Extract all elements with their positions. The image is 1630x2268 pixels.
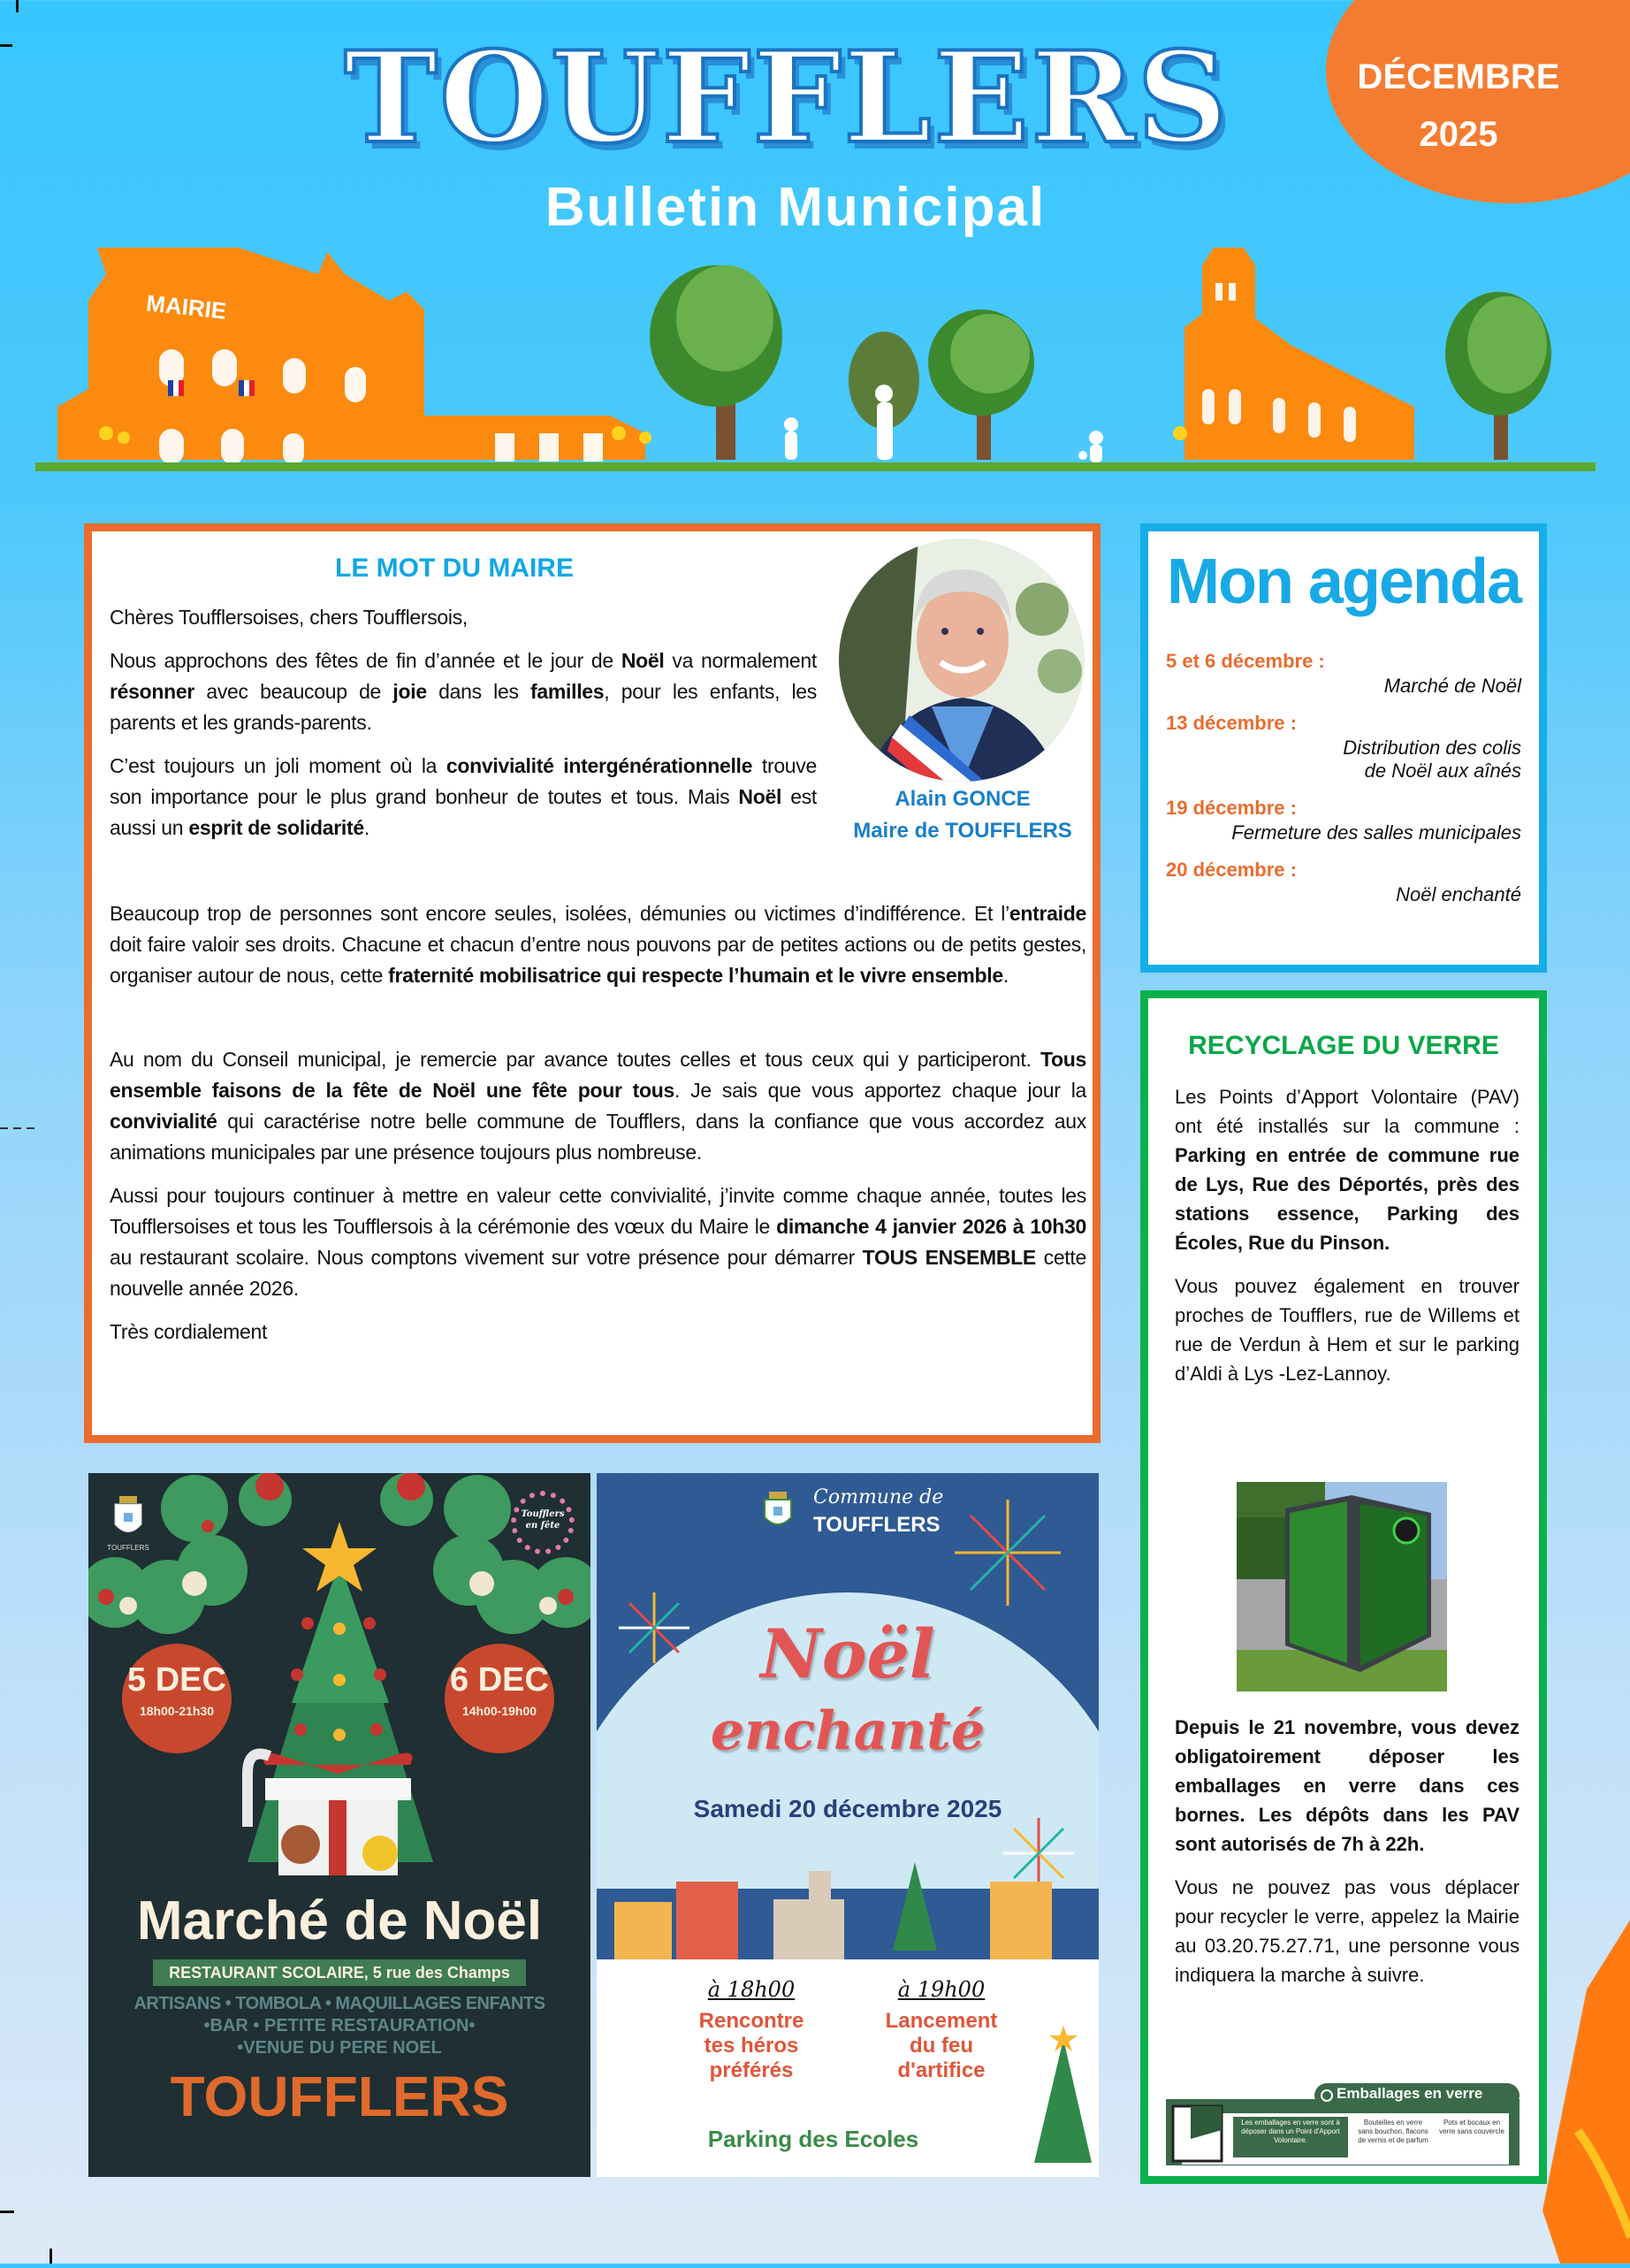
event-place: Parking des Ecoles [707, 2126, 919, 2152]
agenda-item [1166, 857, 1521, 906]
emphasis-text: TOUS ENSEMBLE [862, 1246, 1036, 1269]
event-1-line: préférés [709, 2058, 794, 2082]
christmas-market-poster [88, 1473, 590, 2177]
body-text: Au nom du Conseil municipal, je remercie par avance toutes celles et tous ceux qui y participeront. [110, 1048, 1040, 1071]
section-title: LE MOT DU MAIRE [335, 554, 574, 583]
mayor-intro-column [110, 602, 817, 844]
glass-packaging-sign [1155, 2081, 1531, 2170]
agenda-event: Distribution des colis [1343, 737, 1521, 759]
market-day-1: 5 DEC [127, 1661, 226, 1699]
event-1-time: à 18h00 [707, 1977, 796, 2002]
event-1-line: Rencontre [698, 2009, 804, 2033]
mayor-paragraph-2 [110, 751, 817, 844]
recycling-paragraph-1 [1175, 1082, 1520, 1257]
sign-bottles-text: Bouteilles en verre sans bouchon, flacons de vernis et de parfum [1358, 2119, 1428, 2144]
crop-mark [0, 2211, 14, 2213]
crop-mark [50, 2249, 52, 2264]
newsletter-title: TOUFFLERS [344, 25, 1230, 172]
recycling-bottom-column [1175, 1713, 1520, 1989]
mayor-greeting: Chères Toufflersoises, chers Toufflersois, [110, 606, 468, 629]
noel-title-line-2: enchanté [710, 1700, 986, 1762]
mayor-paragraph-5 [110, 1180, 1086, 1304]
emphasis-text: convivialité intergénérationnelle [446, 754, 753, 777]
mayor-word-section [84, 523, 1101, 1443]
body-text: cette nouvelle année 2026. [110, 1246, 1086, 1300]
issue-date-badge [1326, 0, 1630, 203]
emphasis-text: Noël [738, 785, 782, 808]
body-text: trouve son importance pour le plus grand bonheur de toutes et tous. Mais [110, 754, 817, 808]
recycling-top-column [1175, 1082, 1520, 1388]
mayor-closing: Très cordialement [110, 1320, 268, 1343]
crop-mark [0, 1127, 35, 1129]
sign-title: Emballages en verre [1337, 2085, 1483, 2102]
emphasis-text: Parking en entrée de commune rue de Lys, Rue des Déportés, près des stations essence, Parking des Écoles, Rue du Pinson. [1175, 1144, 1520, 1254]
body-text: qui caractérise notre belle commune de Toufflers, dans la confiance que vous accordez aux animations municipales par une présence toujours plus nombreuse. [110, 1110, 1086, 1164]
market-title: Marché de Noël [136, 1890, 543, 1951]
grass-line [35, 462, 1596, 471]
glass-container-photo [1237, 1482, 1447, 1691]
body-text: C’est toujours un joli moment où la [110, 754, 446, 777]
event-2-line: Lancement [885, 2009, 998, 2033]
section-title: RECYCLAGE DU VERRE [1188, 1031, 1499, 1060]
agenda-date: 20 décembre : [1166, 859, 1297, 881]
agenda-item [1166, 710, 1521, 783]
issue-month: DÉCEMBRE [1357, 57, 1560, 96]
emphasis-text: convivialité [110, 1110, 217, 1133]
mairie-sign-text: MAIRIE [145, 289, 228, 325]
emphasis-text: fraternité mobilisatrice qui respecte l’humain et le vivre ensemble [388, 964, 1003, 987]
market-activities: •BAR • PETITE RESTAURATION• [203, 2016, 476, 2035]
event-1-description [672, 2009, 831, 2083]
recycling-paragraph-4: Vous ne pouvez pas vous déplacer pour recycler le verre, appelez la Mairie au 03.20.75.27.71, une personne vous indiquera la marche à suivre. [1175, 1876, 1520, 1986]
emphasis-text: familles [530, 680, 605, 703]
emphasis-text: dimanche 4 janvier 2026 à 10h30 [776, 1215, 1086, 1238]
market-text-block [88, 1889, 590, 2130]
emphasis-text: entraide [1009, 902, 1086, 925]
trees-illustration [650, 265, 1551, 460]
crop-mark [0, 44, 12, 47]
market-activities: •VENUE DU PERE NOEL [237, 2038, 442, 2058]
commune-label: Commune de [813, 1486, 944, 1508]
paragraph-spacer [110, 1004, 1086, 1032]
agenda-event: Marché de Noël [1383, 675, 1521, 697]
event-2-description [862, 2009, 1021, 2083]
body-text: . [1002, 964, 1009, 987]
body-text: avec beaucoup de [194, 680, 393, 703]
emphasis-text: Noël [621, 649, 665, 672]
market-activities: ARTISANS • TOMBOLA • MAQUILLAGES ENFANTS [133, 1994, 545, 2013]
body-text: au restaurant scolaire. Nous comptons vivement sur votre présence pour démarrer [110, 1246, 863, 1269]
agenda-section [1140, 523, 1547, 973]
body-text: Beaucoup trop de personnes sont encore seules, isolées, démunies ou victimes d’indifférence. Et l’ [110, 902, 1009, 925]
emphasis-text: Tous ensemble faisons de la fête de Noël une fête pour tous [110, 1048, 1086, 1102]
agenda-date: 13 décembre : [1166, 712, 1297, 734]
newsletter-subtitle: Bulletin Municipal [545, 177, 1047, 238]
glass-recycling-section [1140, 990, 1547, 2184]
crop-mark [16, 0, 19, 12]
sign-box-text: Les emballages en verre sont à déposer dans un Point d'Apport Volontaire. [1241, 2119, 1340, 2144]
header-banner-illustration [35, 248, 1596, 504]
emphasis-text: esprit de solidarité [188, 816, 364, 839]
agenda-item [1166, 795, 1521, 844]
mayor-portrait [839, 538, 1085, 782]
market-town: TOUFFLERS [170, 2065, 509, 2128]
emphasis-text: résonner [110, 680, 195, 703]
mayor-paragraph-4 [110, 1044, 1086, 1168]
mairie-building-illustration [57, 248, 645, 465]
agenda-date: 5 et 6 décembre : [1166, 650, 1325, 672]
market-day-2-time: 14h00-19h00 [461, 1704, 537, 1718]
mayor-paragraph-1 [110, 645, 817, 738]
event-2-time: à 19h00 [897, 1977, 986, 2002]
agenda-event: Noël enchanté [1396, 883, 1521, 905]
mayor-body-column [110, 898, 1086, 1348]
commune-name: TOUFFLERS [813, 1513, 941, 1537]
event-2-line: du feu [910, 2034, 973, 2058]
logo-caption: TOUFFLERS [107, 1544, 149, 1552]
agenda-title: Mon agenda [1166, 546, 1520, 617]
body-text: va normalement [664, 649, 817, 672]
agenda-event: Fermeture des salles municipales [1231, 821, 1521, 844]
mayor-signature [826, 783, 1100, 847]
body-text: . Je sais que vous apportez chaque jour la [674, 1079, 1087, 1102]
agenda-date: 19 décembre : [1166, 797, 1297, 819]
agenda-event-line2: de Noël aux aînés [1364, 760, 1521, 782]
noel-date: Samedi 20 décembre 2025 [693, 1795, 1002, 1822]
recycling-paragraph-2: Vous pouvez également en trouver proches de Toufflers, rue de Willems et rue de Verdun à Hem et sur le parking d’Aldi à Lys -Lez-Lannoy. [1175, 1275, 1520, 1385]
emphasis-text: joie [392, 680, 427, 703]
market-location: RESTAURANT SCOLAIRE, 5 rue des Champs [153, 1959, 526, 1986]
agenda-list [1166, 648, 1521, 919]
event-2-line: d'artifice [897, 2058, 986, 2082]
recycling-paragraph-3: Depuis le 21 novembre, vous devez obligatoirement déposer les emballages en verre dans ces bornes. Les dépôts dans les PAV sont autorisés de 7h à 22h. [1175, 1716, 1520, 1855]
mayor-paragraph-3 [110, 898, 1086, 991]
noel-title-line-1: Noël [760, 1615, 935, 1693]
mayor-name: Alain GONCE [895, 787, 1031, 811]
mayor-role: Maire de TOUFFLERS [853, 819, 1072, 843]
agenda-item [1166, 648, 1521, 698]
body-text: dans les [426, 680, 531, 703]
body-text: doit faire valoir ses droits. Chacune et chacun d’entre nous pouvons par de petites actions ou de petits gestes, organiser autour de nous, cette [110, 933, 1086, 987]
town-crest-logo [102, 1491, 155, 1544]
market-day-1-time: 18h00-21h30 [139, 1704, 215, 1718]
toufflers-en-fete-logo: Toufflers en fête [511, 1491, 575, 1554]
event-1-line: tes héros [704, 2034, 799, 2058]
sign-jars-text: Pots et bocaux en verre sans couvercle [1439, 2119, 1504, 2135]
noel-enchante-poster [597, 1473, 1099, 2177]
body-text: Les Points d’Apport Volontaire (PAV) ont été installés sur la commune : [1175, 1086, 1520, 1137]
body-text: , pour les enfants, les parents et les grands-parents. [110, 680, 817, 734]
issue-year: 2025 [1419, 115, 1498, 154]
body-text: est aussi un [110, 785, 817, 839]
body-text: . [363, 816, 369, 839]
church-illustration [1184, 248, 1414, 460]
body-text: Nous approchons des fêtes de fin d’année et le jour de [110, 649, 621, 672]
market-day-2: 6 DEC [450, 1661, 549, 1699]
body-text: Aussi pour toujours continuer à mettre en valeur cette convivialité, j’invite comme chaque année, toutes les Toufflersoises et tous les Toufflersois à la cérémonie des vœux du Maire le [110, 1184, 1086, 1238]
orange-decorative-shape [1542, 1901, 1630, 2264]
town-crest-logo [760, 1489, 796, 1533]
